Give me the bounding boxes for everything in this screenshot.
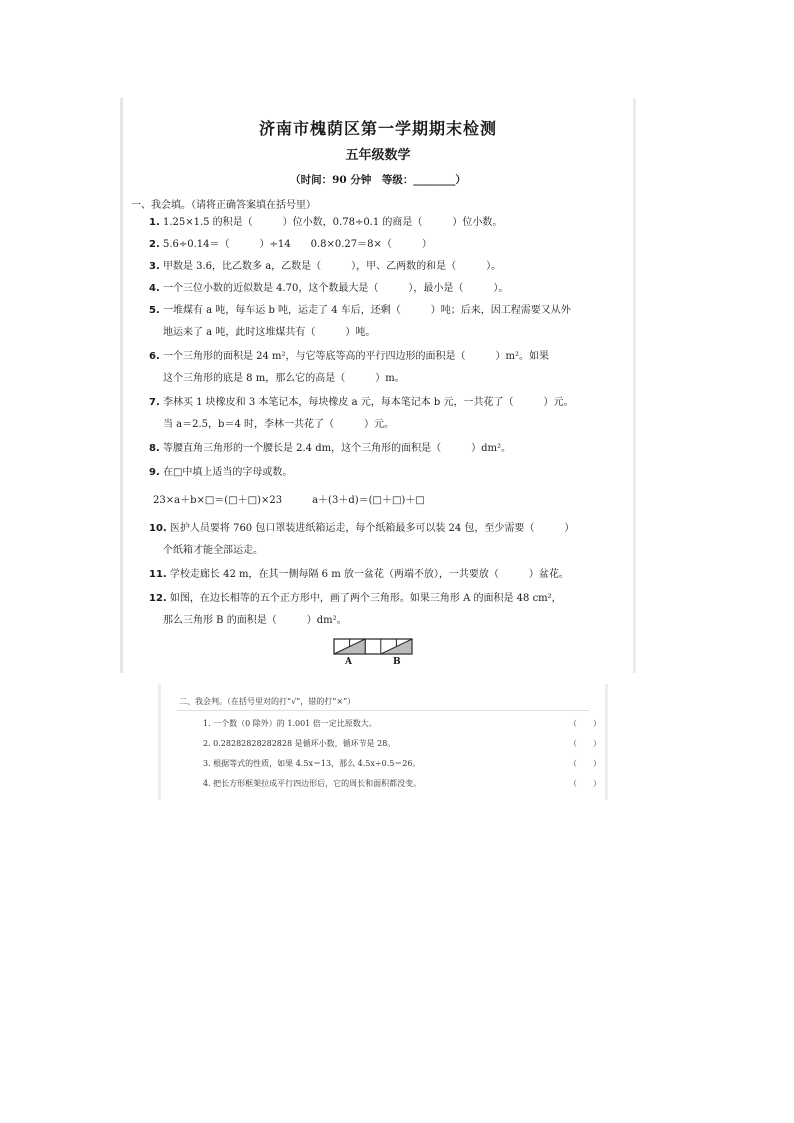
question-line: 2. 5.6÷0.14＝（ ）÷14 0.8×0.27＝8×（ ）: [149, 239, 432, 250]
judge-item: 1. 一个数（0 除外）的 1.001 倍一定比原数大。: [203, 719, 377, 728]
question-line: 23×a＋b×□＝(□＋□)×23 a＋(3＋d)＝(□＋□)＋□: [153, 495, 425, 506]
question-line: 11. 学校走廊长 42 m，在其一侧每隔 6 m 放一盆花（两端不放），一共要放（ ）盆花。: [149, 569, 569, 580]
exam-title: 济南市槐荫区第一学期期末检测: [258, 119, 497, 138]
question-line: 地运来了 a 吨，此时这堆煤共有（ ）吨。: [163, 327, 376, 338]
question-line: 6. 一个三角形的面积是 24 m²，与它等底等高的平行四边形的面积是（ ）m²。如果: [149, 351, 550, 362]
exam-subject: 五年级数学: [345, 148, 411, 163]
judge-item: 2. 0.28282828282828 是循环小数，循环节是 28。: [203, 739, 396, 748]
question-line: 那么三角形 B 的面积是（ ）dm²。: [163, 615, 347, 626]
judge-item: 4. 把长方形框架拉成平行四边形后，它的周长和面积都没变。: [203, 779, 422, 788]
question-line: 3. 甲数是 3.6，比乙数多 a，乙数是（ ），甲、乙两数的和是（ ）。: [149, 261, 502, 272]
figure-label-b: B: [393, 657, 401, 667]
answer-paren: （ ）: [569, 779, 601, 788]
section2-heading: 二、我会判。（在括号里对的打“√”，错的打“×”）: [179, 697, 356, 706]
question-line: 个纸箱才能全部运走。: [163, 545, 263, 556]
answer-paren: （ ）: [569, 759, 601, 768]
question-line: 5. 一堆煤有 a 吨，每车运 b 吨，运走了 4 车后，还剩（ ）吨；后来，因工程需要又从外: [149, 305, 571, 316]
exam-meta: （时间：90 分钟 等级：________）: [290, 174, 466, 186]
question-line: 10. 医护人员要将 760 包口罩装进纸箱运走，每个纸箱最多可以装 24 包，至少需要（ ）: [149, 523, 575, 534]
question-line: 4. 一个三位小数的近似数是 4.70，这个数最大是（ ），最小是（ ）。: [149, 283, 509, 294]
figure-label-a: A: [345, 657, 352, 667]
exam-page-part2: [158, 684, 608, 800]
question-line: 1. 1.25×1.5 的积是（ ）位小数，0.78÷0.1 的商是（ ）位小数。: [149, 217, 503, 228]
question-line: 7. 李林买 1 块橡皮和 3 本笔记本，每块橡皮 a 元，每本笔记本 b 元，一共花了（ ）元。: [149, 397, 574, 408]
answer-paren: （ ）: [569, 739, 601, 748]
question-line: 12. 如图，在边长相等的五个正方形中，画了两个三角形。如果三角形 A 的面积是 48 cm²，: [149, 593, 562, 604]
exam-page-part1: [120, 98, 636, 673]
question-line: 8. 等腰直角三角形的一个腰长是 2.4 dm，这个三角形的面积是（ ）dm²。: [149, 443, 511, 454]
judge-item: 3. 根据等式的性质，如果 4.5x＝13，那么 4.5x÷0.5＝26。: [203, 759, 421, 768]
question-line: 9. 在□中填上适当的字母或数。: [149, 467, 293, 478]
section1-heading: 一、我会填。（请将正确答案填在括号里）: [131, 200, 316, 211]
question-line: 这个三角形的底是 8 m，那么它的高是（ ）m。: [163, 373, 405, 384]
answer-paren: （ ）: [569, 719, 601, 728]
question-line: 当 a＝2.5，b＝4 时，李林一共花了（ ）元。: [163, 419, 394, 430]
